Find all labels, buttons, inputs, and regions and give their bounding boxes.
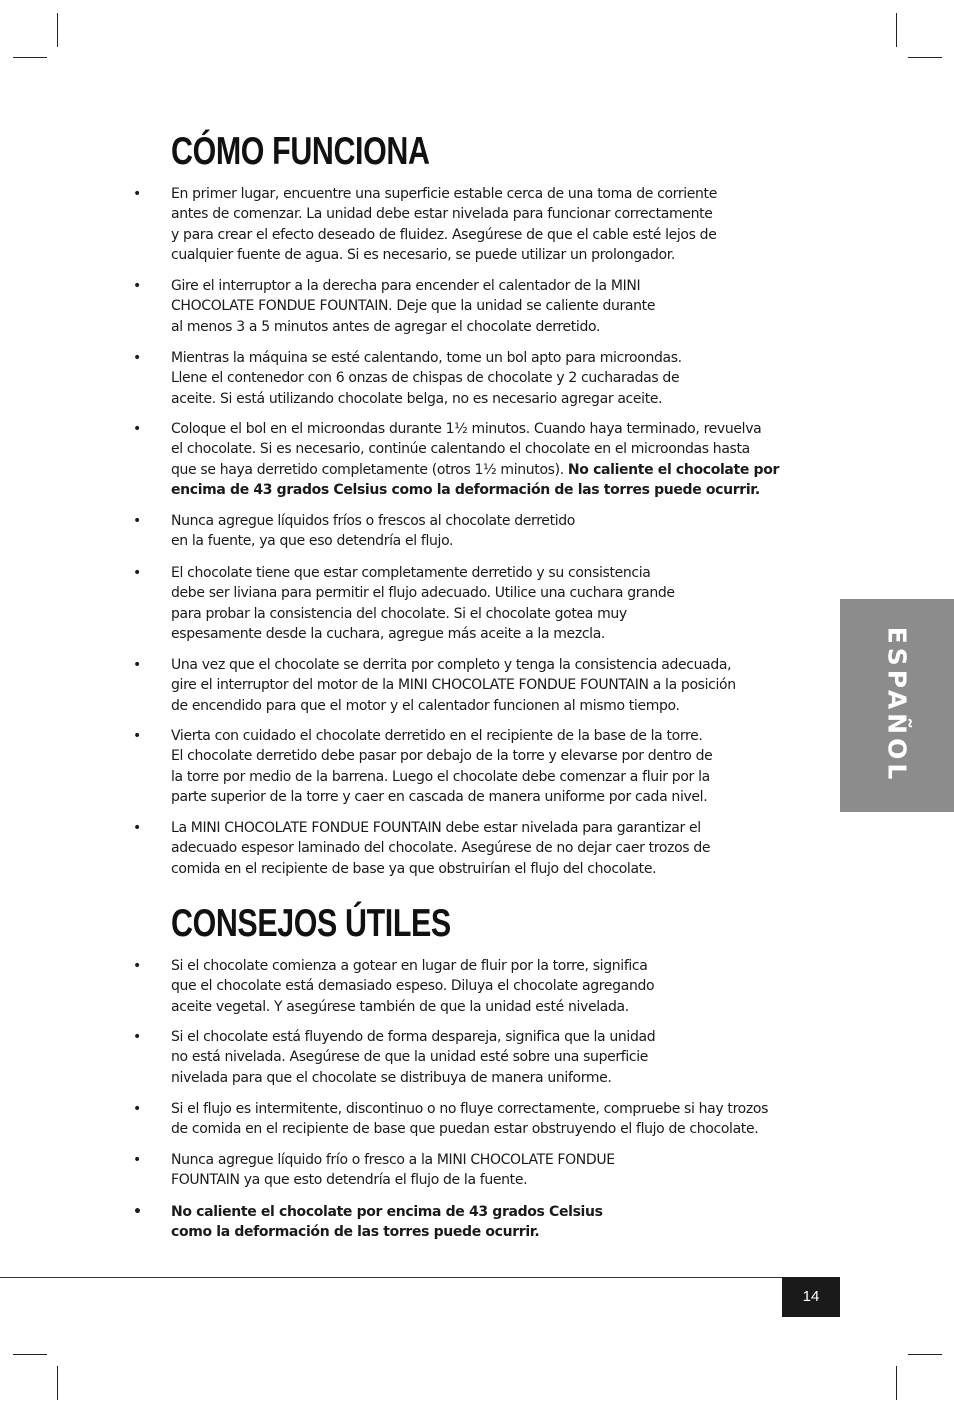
text-line: adecuado espesor laminado del chocolate. Asegúrese de no dejar caer trozos de — [171, 840, 711, 857]
bullet: • — [133, 820, 142, 836]
bullet: • — [133, 421, 142, 437]
warning-text: No caliente el chocolate por encima de 43 grados Celsius — [171, 1204, 603, 1220]
bullet: • — [133, 513, 142, 529]
section-title-tips: CONSEJOS ÚTILES — [171, 902, 451, 945]
item-text — [171, 419, 811, 501]
bullet: • — [133, 1204, 142, 1220]
bullet: • — [133, 958, 142, 974]
text-line: en la fuente, ya que eso detendría el flujo. — [171, 533, 454, 550]
bullet: • — [133, 1029, 142, 1045]
text-line: Si el flujo es intermitente, discontinuo o no fluye correctamente, compruebe si hay trozos — [171, 1101, 769, 1117]
text-line: al menos 3 a 5 minutos antes de agregar el chocolate derretido. — [171, 318, 601, 335]
bullet: • — [133, 278, 142, 294]
text-line: no está nivelada. Asegúrese de que la unidad esté sobre una superficie — [171, 1049, 649, 1066]
item-text — [171, 655, 811, 716]
text-line: aceite. Si está utilizando chocolate belga, no es necesario agregar aceite. — [171, 390, 663, 407]
text-line: Mientras la máquina se esté calentando, tome un bol apto para microondas. — [171, 350, 682, 366]
text-line: y para crear el efecto deseado de fluidez. Asegúrese de que el cable esté lejos de — [171, 226, 717, 243]
text-line: nivelada para que el chocolate se distribuya de manera uniforme. — [171, 1069, 612, 1086]
text-line: En primer lugar, encuentre una superficie estable cerca de una toma de corriente — [171, 186, 717, 202]
text-line: Una vez que el chocolate se derrita por completo y tenga la consistencia adecuada, — [171, 657, 732, 673]
text-line: que el chocolate está demasiado espeso. Diluya el chocolate agregando — [171, 978, 655, 995]
text-line: Nunca agregue líquidos fríos o frescos al chocolate derretido — [171, 513, 576, 529]
item-text — [171, 511, 811, 552]
page-number: 14 — [782, 1277, 840, 1317]
text-line: Vierta con cuidado el chocolate derretido en el recipiente de la base de la torre. — [171, 728, 703, 744]
bullet: • — [133, 186, 142, 202]
crop-mark — [896, 13, 897, 47]
item-text — [171, 956, 811, 1017]
text-line: de comida en el recipiente de base que puedan estar obstruyendo el flujo de chocolate. — [171, 1121, 759, 1138]
text-line: el chocolate. Si es necesario, continúe calentando el chocolate en el microondas hasta — [171, 441, 750, 458]
text-line: comida en el recipiente de base ya que obstruirían el flujo del chocolate. — [171, 860, 657, 877]
text-line: CHOCOLATE FONDUE FOUNTAIN. Deje que la unidad se caliente durante — [171, 298, 656, 315]
crop-mark — [896, 1366, 897, 1400]
crop-mark — [57, 13, 58, 47]
text-line: la torre por medio de la barrena. Luego el chocolate debe comenzar a fluir por la — [171, 768, 710, 785]
warning-text: encima de 43 grados Celsius como la deformación de las torres puede ocurrir. — [171, 482, 760, 499]
text-line — [171, 460, 811, 480]
text-line: FOUNTAIN ya que esto detendría el flujo de la fuente. — [171, 1172, 528, 1189]
language-tab-label: ESPAÑOL — [882, 626, 912, 784]
item-text — [171, 276, 811, 337]
text-line: aceite vegetal. Y asegúrese también de que la unidad esté nivelada. — [171, 998, 629, 1015]
item-text — [171, 1150, 811, 1191]
crop-mark — [13, 1354, 47, 1355]
text-line: La MINI CHOCOLATE FONDUE FOUNTAIN debe estar nivelada para garantizar el — [171, 820, 701, 836]
crop-mark — [13, 57, 47, 58]
item-text — [171, 348, 811, 409]
item-text — [171, 184, 811, 266]
text-line: gire el interruptor del motor de la MINI CHOCOLATE FONDUE FOUNTAIN a la posición — [171, 677, 736, 694]
item-text — [171, 563, 811, 645]
text-line: para probar la consistencia del chocolate. Si el chocolate gotea muy — [171, 605, 627, 622]
bullet: • — [133, 657, 142, 673]
crop-mark — [57, 1366, 58, 1400]
text-line: Gire el interruptor a la derecha para encender el calentador de la MINI — [171, 278, 641, 294]
section-title-how-it-works: CÓMO FUNCIONA — [171, 130, 430, 173]
bullet: • — [133, 565, 142, 581]
text-line: Coloque el bol en el microondas durante 1½ minutos. Cuando haya terminado, revuelva — [171, 421, 762, 437]
bullet: • — [133, 350, 142, 366]
text-line: Si el chocolate está fluyendo de forma despareja, significa que la unidad — [171, 1029, 656, 1045]
item-text — [171, 1099, 811, 1140]
text-line: parte superior de la torre y caer en cascada de manera uniforme por cada nivel. — [171, 789, 708, 806]
text-line: espesamente desde la cuchara, agregue más aceite a la mezcla. — [171, 626, 606, 643]
text-line: Llene el contenedor con 6 onzas de chispas de chocolate y 2 cucharadas de — [171, 370, 680, 387]
footer-rule — [0, 1277, 840, 1278]
text-line: Si el chocolate comienza a gotear en lugar de fluir por la torre, significa — [171, 958, 648, 974]
language-tab — [840, 599, 954, 812]
text-line — [171, 480, 811, 500]
bullet: • — [133, 1152, 142, 1168]
text-line: debe ser liviana para permitir el flujo adecuado. Utilice una cuchara grande — [171, 585, 675, 602]
warning-text: como la deformación de las torres puede ocurrir. — [171, 1224, 540, 1241]
bullet: • — [133, 1101, 142, 1117]
text-line: El chocolate derretido debe pasar por debajo de la torre y elevarse por dentro de — [171, 748, 713, 765]
item-text — [171, 726, 811, 808]
item-text — [171, 818, 811, 879]
bullet: • — [133, 728, 142, 744]
crop-mark — [908, 57, 942, 58]
text-line: Nunca agregue líquido frío o fresco a la MINI CHOCOLATE FONDUE — [171, 1152, 615, 1168]
text-line: antes de comenzar. La unidad debe estar nivelada para funcionar correctamente — [171, 206, 713, 223]
crop-mark — [908, 1354, 942, 1355]
text-line: El chocolate tiene que estar completamente derretido y su consistencia — [171, 565, 651, 581]
text-line: de encendido para que el motor y el calentador funcionen al mismo tiempo. — [171, 697, 680, 714]
item-text — [171, 1027, 811, 1088]
text-segment: que se haya derretido completamente (otros 1½ minutos). — [171, 461, 568, 478]
text-line: cualquier fuente de agua. Si es necesario, se puede utilizar un prolongador. — [171, 247, 675, 264]
item-text — [171, 1202, 811, 1243]
warning-text: No caliente el chocolate por — [567, 461, 780, 478]
